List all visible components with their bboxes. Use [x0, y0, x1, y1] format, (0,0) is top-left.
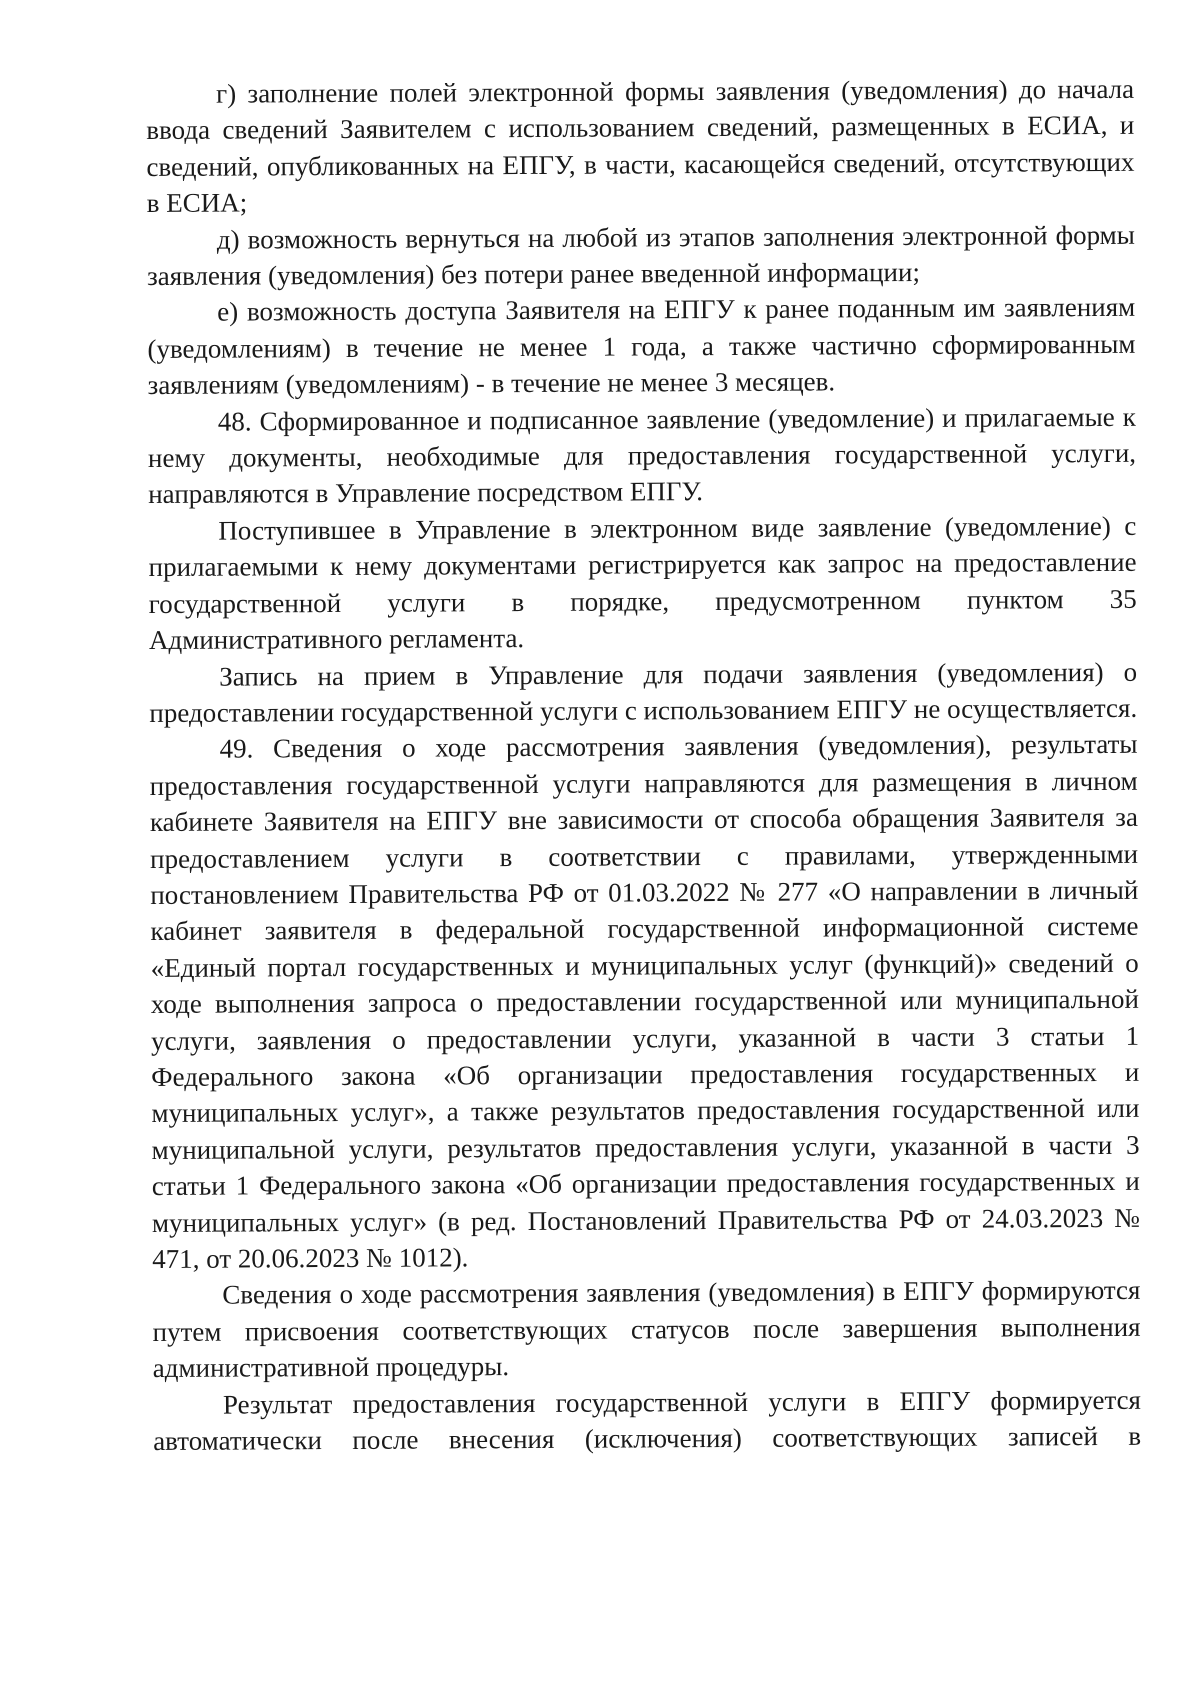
paragraph-g-form-prefill: г) заполнение полей электронной формы заявления (уведомления) до начала ввода сведений Заявителем с использованием сведений, размещенных в ЕСИА, и сведений, опубликованных на ЕПГУ, в части, касающейся сведений, отсутствующих в ЕСИА;	[146, 73, 1135, 219]
paragraph-registration: Поступившее в Управление в электронном виде заявление (уведомление) с прилагаемыми к нему документами регистрируется как запрос на предоставление государственной услуги в порядке, предусмотренном пунктом 35 Административного регламента.	[148, 510, 1137, 656]
document-body	[146, 71, 1141, 1460]
paragraph-48-submission: 48. Сформированное и подписанное заявление (уведомление) и прилагаемые к нему документы, необходимые для предоставления государственной услуги, направляются в Управление посредством ЕПГУ.	[147, 401, 1137, 510]
paragraph-appointment: Запись на прием в Управление для подачи заявления (уведомления) о предоставлении государственной услуги с использованием ЕПГУ не осуществляется.	[149, 656, 1138, 728]
paragraph-status-forming: Сведения о ходе рассмотрения заявления (уведомления) в ЕПГУ формируются путем присвоения соответствующих статусов после завершения выполнения административной процедуры.	[152, 1275, 1141, 1384]
paragraph-result-forming: Результат предоставления государственной услуги в ЕПГУ формируется автоматически после внесения (исключения) соответствующих записей в	[153, 1384, 1142, 1457]
paragraph-49-status-info: 49. Сведения о ходе рассмотрения заявления (уведомления), результаты предоставления государственной услуги направляются для размещения в личном кабинете Заявителя на ЕПГУ вне зависимости от способа обращения Заявителя за предоставлением услуги в соответствии с правилами, утвержденными постановлением Правительства РФ от 01.03.2022 № 277 «О направлении в личный кабинет заявителя в федеральной государственной информационной системе «Единый портал государственных и муниципальных услуг (функций)» сведений о ходе выполнения запроса о предоставлении государственной или муниципальной услуги, заявления о предоставлении услуги, указанной в части 3 статьи 1 Федерального закона «Об организации предоставления государственных и муниципальных услуг», а также результатов предоставления государственной или муниципальной услуги, результатов предоставления услуги, указанной в части 3 статьи 1 Федерального закона «Об организации предоставления государственных и муниципальных услуг» (в ред. Постановлений Правительства РФ от 24.03.2023 № 471, от 20.06.2023 № 1012).	[149, 729, 1141, 1274]
paragraph-d-return-to-step: д) возможность вернуться на любой из этапов заполнения электронной формы заявления (уведомления) без потери ранее введенной информации;	[146, 219, 1135, 292]
paragraph-e-access-applications: е) возможность доступа Заявителя на ЕПГУ к ранее поданным им заявлениям (уведомлениям) в течение не менее 1 года, а также частично сформированным заявлениям (уведомлениям) - в течение не менее 3 месяцев.	[147, 292, 1136, 401]
